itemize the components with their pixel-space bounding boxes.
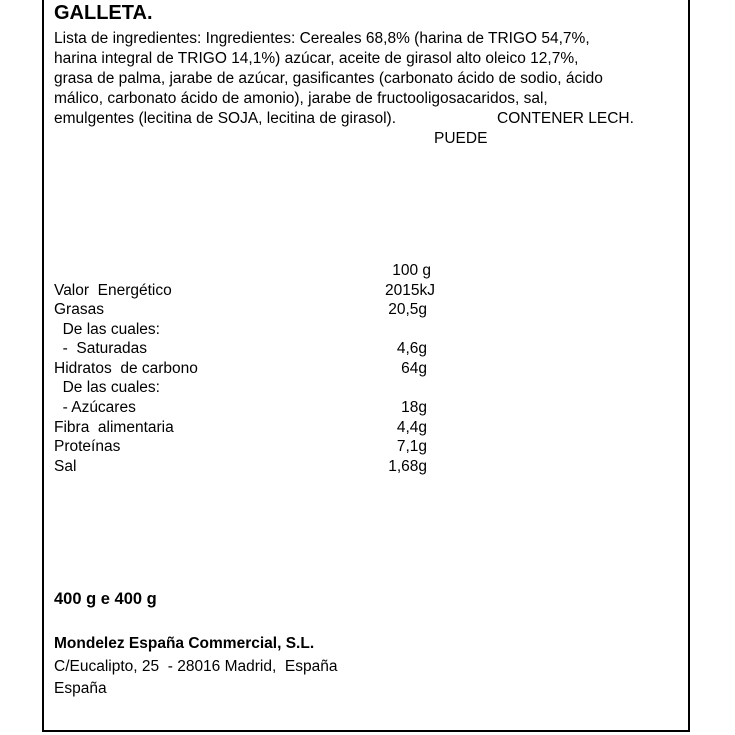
nutrition-value-saturated: 4,6g bbox=[396, 340, 427, 357]
nutrition-label-fibre: Fibra alimentaria bbox=[54, 419, 174, 436]
net-weight: 400 g e 400 g bbox=[54, 590, 157, 608]
nutrition-label-carbs-sub: De las cuales: bbox=[54, 379, 160, 396]
company-address: C/Eucalipto, 25 - 28016 Madrid, España bbox=[54, 658, 338, 675]
nutrition-value-fat: 20,5g bbox=[388, 301, 427, 318]
nutrition-label-fat-sub: De las cuales: bbox=[54, 321, 160, 338]
nutrition-value-sugars: 18g bbox=[401, 399, 427, 416]
nutrition-label-salt: Sal bbox=[54, 458, 77, 475]
nutrition-label-energy: Valor Energético bbox=[54, 282, 172, 299]
nutrition-label-carbs: Hidratos de carbono bbox=[54, 360, 198, 377]
company-country: España bbox=[54, 680, 107, 697]
ingredients-line-1: Lista de ingredientes: Ingredientes: Cereales 68,8% (harina de TRIGO 54,7%, bbox=[54, 30, 590, 47]
nutrition-label-protein: Proteínas bbox=[54, 438, 121, 455]
ingredients-line-5: emulgentes (lecitina de SOJA, lecitina de girasol). bbox=[54, 110, 397, 127]
nutrition-value-protein: 7,1g bbox=[396, 438, 427, 455]
ingredients-line-3: grasa de palma, jarabe de azúcar, gasificantes (carbonato ácido de sodio, ácido bbox=[54, 70, 603, 87]
nutrition-label-fat: Grasas bbox=[54, 301, 104, 318]
company-name: Mondelez España Commercial, S.L. bbox=[54, 635, 315, 652]
allergen-warning-puede: PUEDE bbox=[434, 130, 488, 147]
nutrition-per-header: 100 g bbox=[392, 262, 431, 279]
ingredients-line-4: málico, carbonato ácido de amonio), jarabe de fructooligosacaridos, sal, bbox=[54, 90, 548, 107]
ingredients-line-2: harina integral de TRIGO 14,1%) azúcar, aceite de girasol alto oleico 12,7%, bbox=[54, 50, 579, 67]
nutrition-value-salt: 1,68g bbox=[388, 458, 427, 475]
product-title: GALLETA. bbox=[54, 2, 153, 24]
allergen-warning-contener: CONTENER LECH. bbox=[497, 110, 634, 127]
nutrition-label-sugars: - Azúcares bbox=[54, 399, 136, 416]
nutrition-label-saturated: - Saturadas bbox=[54, 340, 148, 357]
nutrition-value-energy: 2015kJ bbox=[385, 282, 435, 299]
nutrition-value-fibre: 4,4g bbox=[396, 419, 427, 436]
nutrition-value-carbs: 64g bbox=[401, 360, 427, 377]
